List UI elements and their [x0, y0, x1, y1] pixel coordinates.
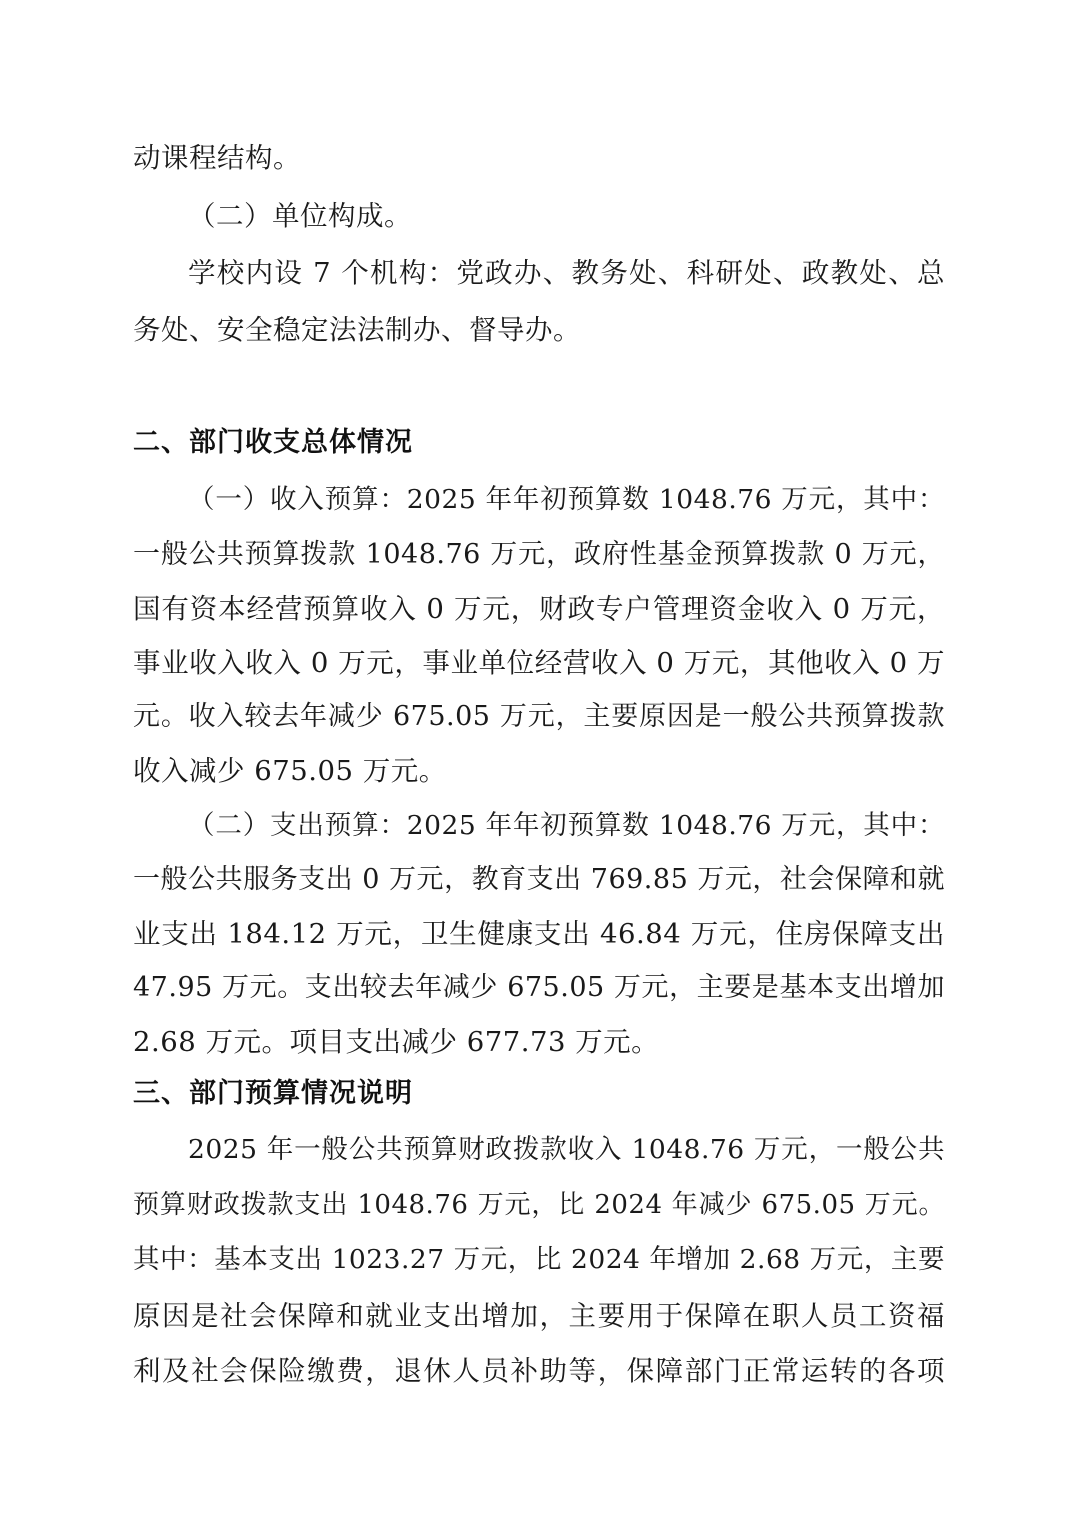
- paragraph-line: 一般公共预算拨款 1048.76 万元，政府性基金预算拨款 0 万元，: [133, 539, 945, 570]
- paragraph-line: 务处、安全稳定法法制办、督导办。: [133, 314, 581, 346]
- paragraph-line: 元。收入较去年减少 675.05 万元，主要原因是一般公共预算拨款: [133, 701, 945, 732]
- paragraph-line: 业支出 184.12 万元，卫生健康支出 46.84 万元，住房保障支出: [133, 918, 945, 950]
- paragraph-line: 动课程结构。: [133, 142, 301, 174]
- paragraph-line: 国有资本经营预算收入 0 万元，财政专户管理资金收入 0 万元，: [133, 593, 945, 625]
- section-heading: 三、部门预算情况说明: [133, 1078, 413, 1109]
- paragraph-line: 收入减少 675.05 万元。: [133, 755, 447, 787]
- subsection-title: （二）单位构成。: [188, 200, 412, 232]
- paragraph-line: 利及社会保险缴费，退休人员补助等，保障部门正常运转的各项: [133, 1355, 945, 1387]
- paragraph-line: 一般公共服务支出 0 万元，教育支出 769.85 万元，社会保障和就: [133, 864, 945, 895]
- paragraph-line: （二）支出预算：2025 年年初预算数 1048.76 万元，其中：: [188, 810, 945, 841]
- paragraph-line: 事业收入收入 0 万元，事业单位经营收入 0 万元，其他收入 0 万: [133, 647, 945, 679]
- paragraph-line: 2025 年一般公共预算财政拨款收入 1048.76 万元，一般公共: [188, 1134, 945, 1165]
- paragraph-line: 47.95 万元。支出较去年减少 675.05 万元，主要是基本支出增加: [133, 972, 945, 1003]
- paragraph-line: 2.68 万元。项目支出减少 677.73 万元。: [133, 1026, 660, 1058]
- paragraph-line: 其中：基本支出 1023.27 万元，比 2024 年增加 2.68 万元，主要: [133, 1244, 945, 1275]
- paragraph-line: （一）收入预算：2025 年年初预算数 1048.76 万元，其中：: [188, 484, 945, 515]
- paragraph-line: 预算财政拨款支出 1048.76 万元，比 2024 年减少 675.05 万元。: [133, 1190, 945, 1220]
- paragraph-line: 学校内设 7 个机构：党政办、教务处、科研处、政教处、总: [188, 257, 945, 289]
- section-heading: 二、部门收支总体情况: [133, 427, 413, 458]
- paragraph-line: 原因是社会保障和就业支出增加，主要用于保障在职人员工资福: [133, 1300, 945, 1332]
